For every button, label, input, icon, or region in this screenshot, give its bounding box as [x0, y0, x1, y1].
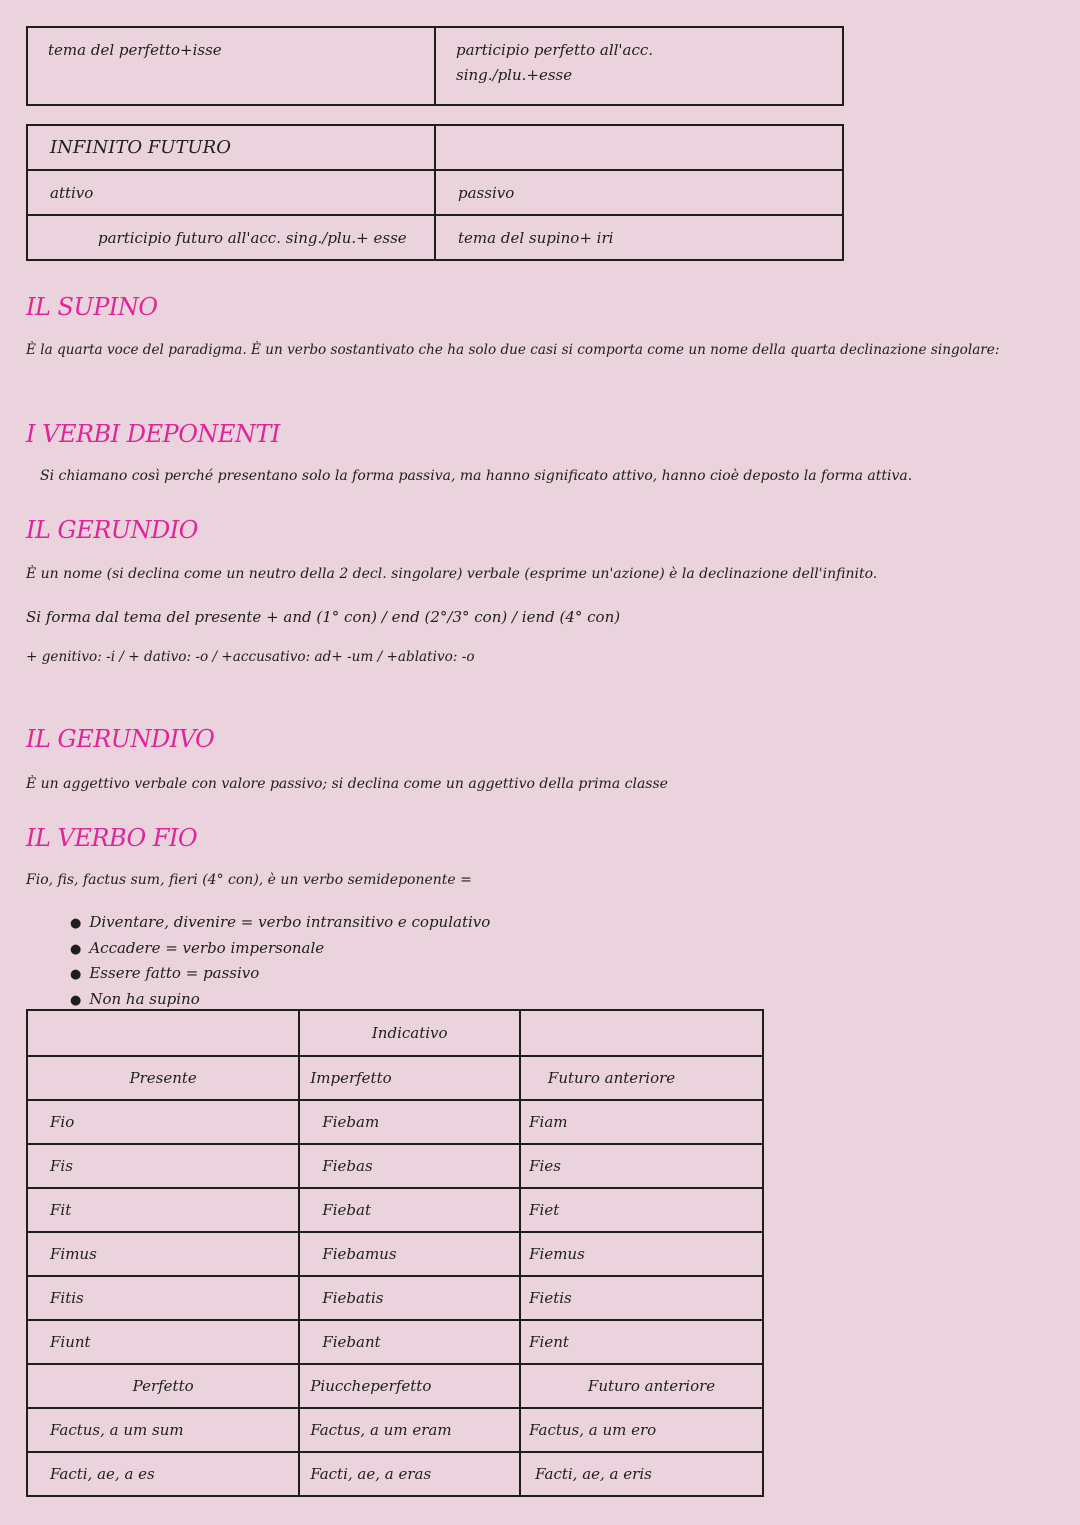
passivo-label: passivo — [435, 170, 843, 215]
table-title: Indicativo — [299, 1010, 520, 1056]
table-cell: Fiunt — [27, 1320, 299, 1364]
gerundio-line2: Si forma dal tema del presente + and (1° con) / end (2°/3° con) / iend (4° con) — [26, 608, 621, 626]
table-cell: Fiebamus — [299, 1232, 520, 1276]
table-cell: Fiebam — [299, 1100, 520, 1144]
table-cell: Fiebat — [299, 1188, 520, 1232]
deponenti-text: Si chiamano così perché presentano solo la forma passiva, ma hanno significato attivo, hanno cioè deposto la forma attiva. — [40, 468, 913, 484]
table-cell: Fiam — [520, 1100, 763, 1144]
table-cell: Fiebas — [299, 1144, 520, 1188]
fio-conjugation-table — [26, 1009, 764, 1497]
table-cell: Fient — [520, 1320, 763, 1364]
gerundio-line3: + genitivo: -i / + dativo: -o / +accusativo: ad+ -um / +ablativo: -o — [26, 649, 475, 665]
table-row — [27, 1276, 763, 1320]
participio-perfetto-line2: sing./plu.+esse — [456, 66, 573, 84]
table-row — [27, 1100, 763, 1144]
fio-bullet-item: ● Essere fatto = passivo — [70, 961, 490, 987]
table-cell: Fietis — [520, 1276, 763, 1320]
header-piuccheperfetto: Piuccheperfetto — [299, 1364, 520, 1408]
infinito-futuro-table — [26, 124, 844, 261]
table-cell: Factus, a um eram — [299, 1408, 520, 1452]
fio-heading: IL VERBO FIO — [26, 824, 198, 852]
participio-perfetto-cell — [435, 27, 843, 105]
participio-perfetto-line1: participio perfetto all'acc. — [456, 41, 654, 59]
infinito-futuro-header-right — [435, 125, 843, 170]
table-cell: Factus, a um ero — [520, 1408, 763, 1452]
table-cell: Facti, ae, a eris — [520, 1452, 763, 1496]
table-cell: Fio — [27, 1100, 299, 1144]
table-cell: Facti, ae, a es — [27, 1452, 299, 1496]
fio-intro: Fio, fis, factus sum, fieri (4° con), è un verbo semideponente = — [26, 872, 472, 888]
table-cell: Factus, a um sum — [27, 1408, 299, 1452]
header-perfetto: Perfetto — [27, 1364, 299, 1408]
table-cell: Fiemus — [520, 1232, 763, 1276]
infinito-futuro-header: INFINITO FUTURO — [27, 125, 435, 170]
attivo-label: attivo — [27, 170, 435, 215]
table-cell: Fiet — [520, 1188, 763, 1232]
header-presente: Presente — [27, 1056, 299, 1100]
table-row — [27, 1144, 763, 1188]
table-row — [27, 1188, 763, 1232]
gerundio-line1: È un nome (si declina come un neutro della 2 decl. singolare) verbale (esprime un'azione) è la declinazione dell'infinito. — [26, 566, 878, 582]
table-cell: Fitis — [27, 1276, 299, 1320]
fio-bullet-item: ● Diventare, divenire = verbo intransitivo e copulativo — [70, 910, 490, 936]
tema-perfetto-cell: tema del perfetto+isse — [27, 27, 435, 105]
fio-bullet-item: ● Accadere = verbo impersonale — [70, 936, 490, 962]
table-cell: Facti, ae, a eras — [299, 1452, 520, 1496]
table-cell: Fiebant — [299, 1320, 520, 1364]
supino-heading: IL SUPINO — [26, 293, 158, 321]
fio-bullet-item: ● Non ha supino — [70, 987, 490, 1013]
supino-text: È la quarta voce del paradigma. È un verbo sostantivato che ha solo due casi si comporta come un nome della quarta declinazione singolare: — [26, 342, 1000, 358]
gerundio-heading: IL GERUNDIO — [26, 516, 198, 544]
table-row — [27, 1452, 763, 1496]
passivo-form: tema del supino+ iri — [435, 215, 843, 260]
gerundivo-heading: IL GERUNDIVO — [26, 725, 215, 753]
table-row — [27, 1320, 763, 1364]
table-row — [27, 1408, 763, 1452]
table-cell: Fies — [520, 1144, 763, 1188]
table-cell: Fis — [27, 1144, 299, 1188]
fio-bullet-list — [70, 910, 490, 1012]
table-cell: Fit — [27, 1188, 299, 1232]
table-cell: Fiebatis — [299, 1276, 520, 1320]
header-futuro-anteriore: Futuro anteriore — [520, 1364, 763, 1408]
infinito-perfetto-table — [26, 26, 844, 106]
table-row — [27, 1232, 763, 1276]
gerundivo-text: È un aggettivo verbale con valore passivo; si declina come un aggettivo della prima classe — [26, 776, 668, 792]
attivo-form: participio futuro all'acc. sing./plu.+ esse — [27, 215, 435, 260]
table-cell: Fimus — [27, 1232, 299, 1276]
header-imperfetto: Imperfetto — [299, 1056, 520, 1100]
header-futuro: Futuro anteriore — [520, 1056, 763, 1100]
deponenti-heading: I VERBI DEPONENTI — [26, 420, 280, 448]
